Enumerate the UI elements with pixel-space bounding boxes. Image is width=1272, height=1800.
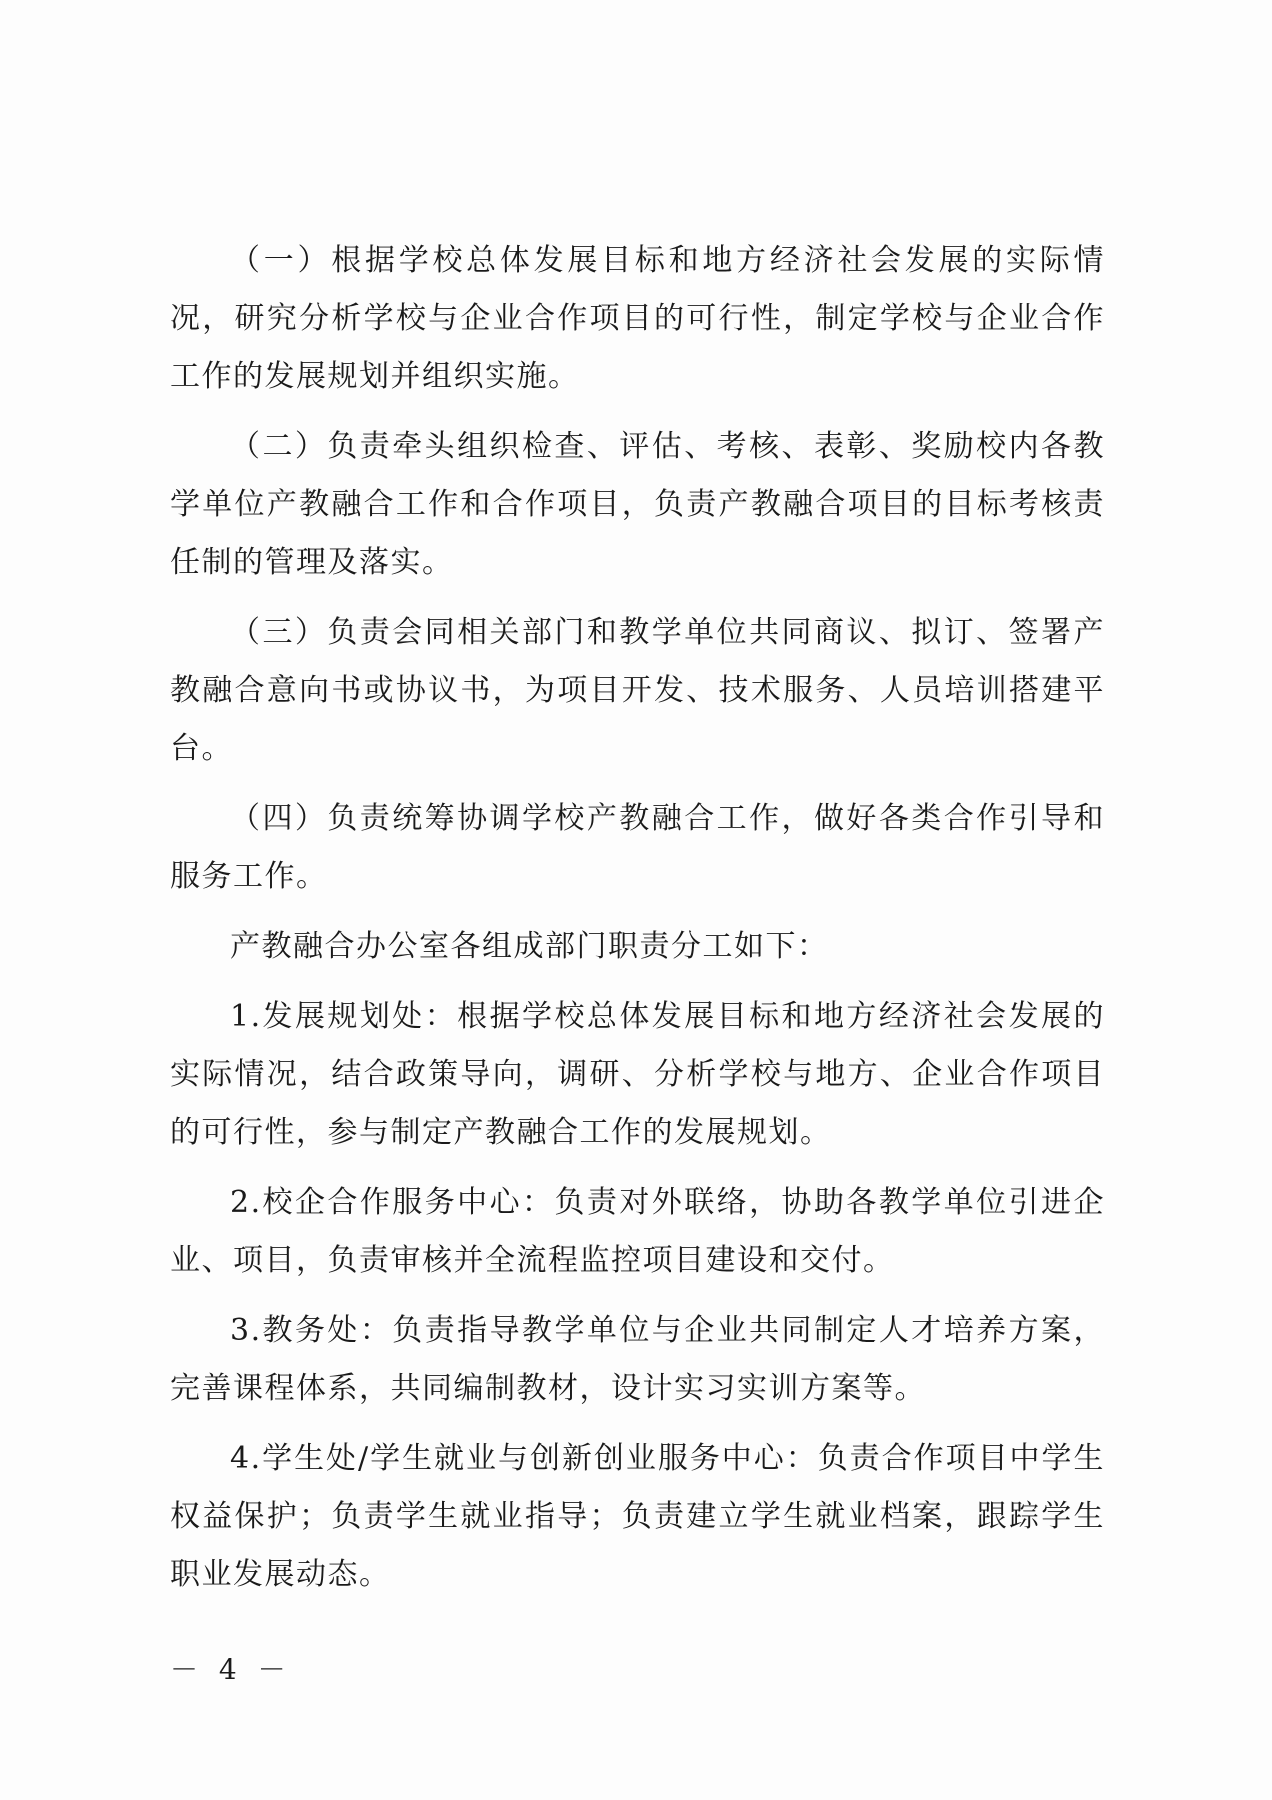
document-body — [170, 232, 1105, 1616]
page-number: － 4 － — [170, 1653, 292, 1686]
paragraph-division-intro: 产教融合办公室各组成部门职责分工如下： — [230, 929, 829, 964]
paragraph-academic-affairs: 3.教务处：负责指导教学单位与企业共同制定人才培养方案，完善课程体系，共同编制教材，设计实习实训方案等。 — [170, 1313, 1105, 1406]
paragraph-planning-office: 1.发展规划处：根据学校总体发展目标和地方经济社会发展的实际情况，结合政策导向，调研、分析学校与地方、企业合作项目的可行性，参与制定产教融合工作的发展规划。 — [170, 999, 1105, 1150]
paragraph-duty-3: （三）负责会同相关部门和教学单位共同商议、拟订、签署产教融合意向书或协议书，为项目开发、技术服务、人员培训搭建平台。 — [170, 615, 1105, 766]
paragraph-duty-2: （二）负责牵头组织检查、评估、考核、表彰、奖励校内各教学单位产教融合工作和合作项目，负责产教融合项目的目标考核责任制的管理及落实。 — [170, 429, 1105, 580]
paragraph-student-affairs: 4.学生处/学生就业与创新创业服务中心：负责合作项目中学生权益保护；负责学生就业指导；负责建立学生就业档案，跟踪学生职业发展动态。 — [170, 1441, 1105, 1592]
paragraph-duty-4: （四）负责统筹协调学校产教融合工作，做好各类合作引导和服务工作。 — [170, 801, 1105, 894]
paragraph-duty-1: （一）根据学校总体发展目标和地方经济社会发展的实际情况，研究分析学校与企业合作项目的可行性，制定学校与企业合作工作的发展规划并组织实施。 — [170, 243, 1105, 394]
paragraph-cooperation-center: 2.校企合作服务中心：负责对外联络，协助各教学单位引进企业、项目，负责审核并全流程监控项目建设和交付。 — [170, 1185, 1105, 1278]
